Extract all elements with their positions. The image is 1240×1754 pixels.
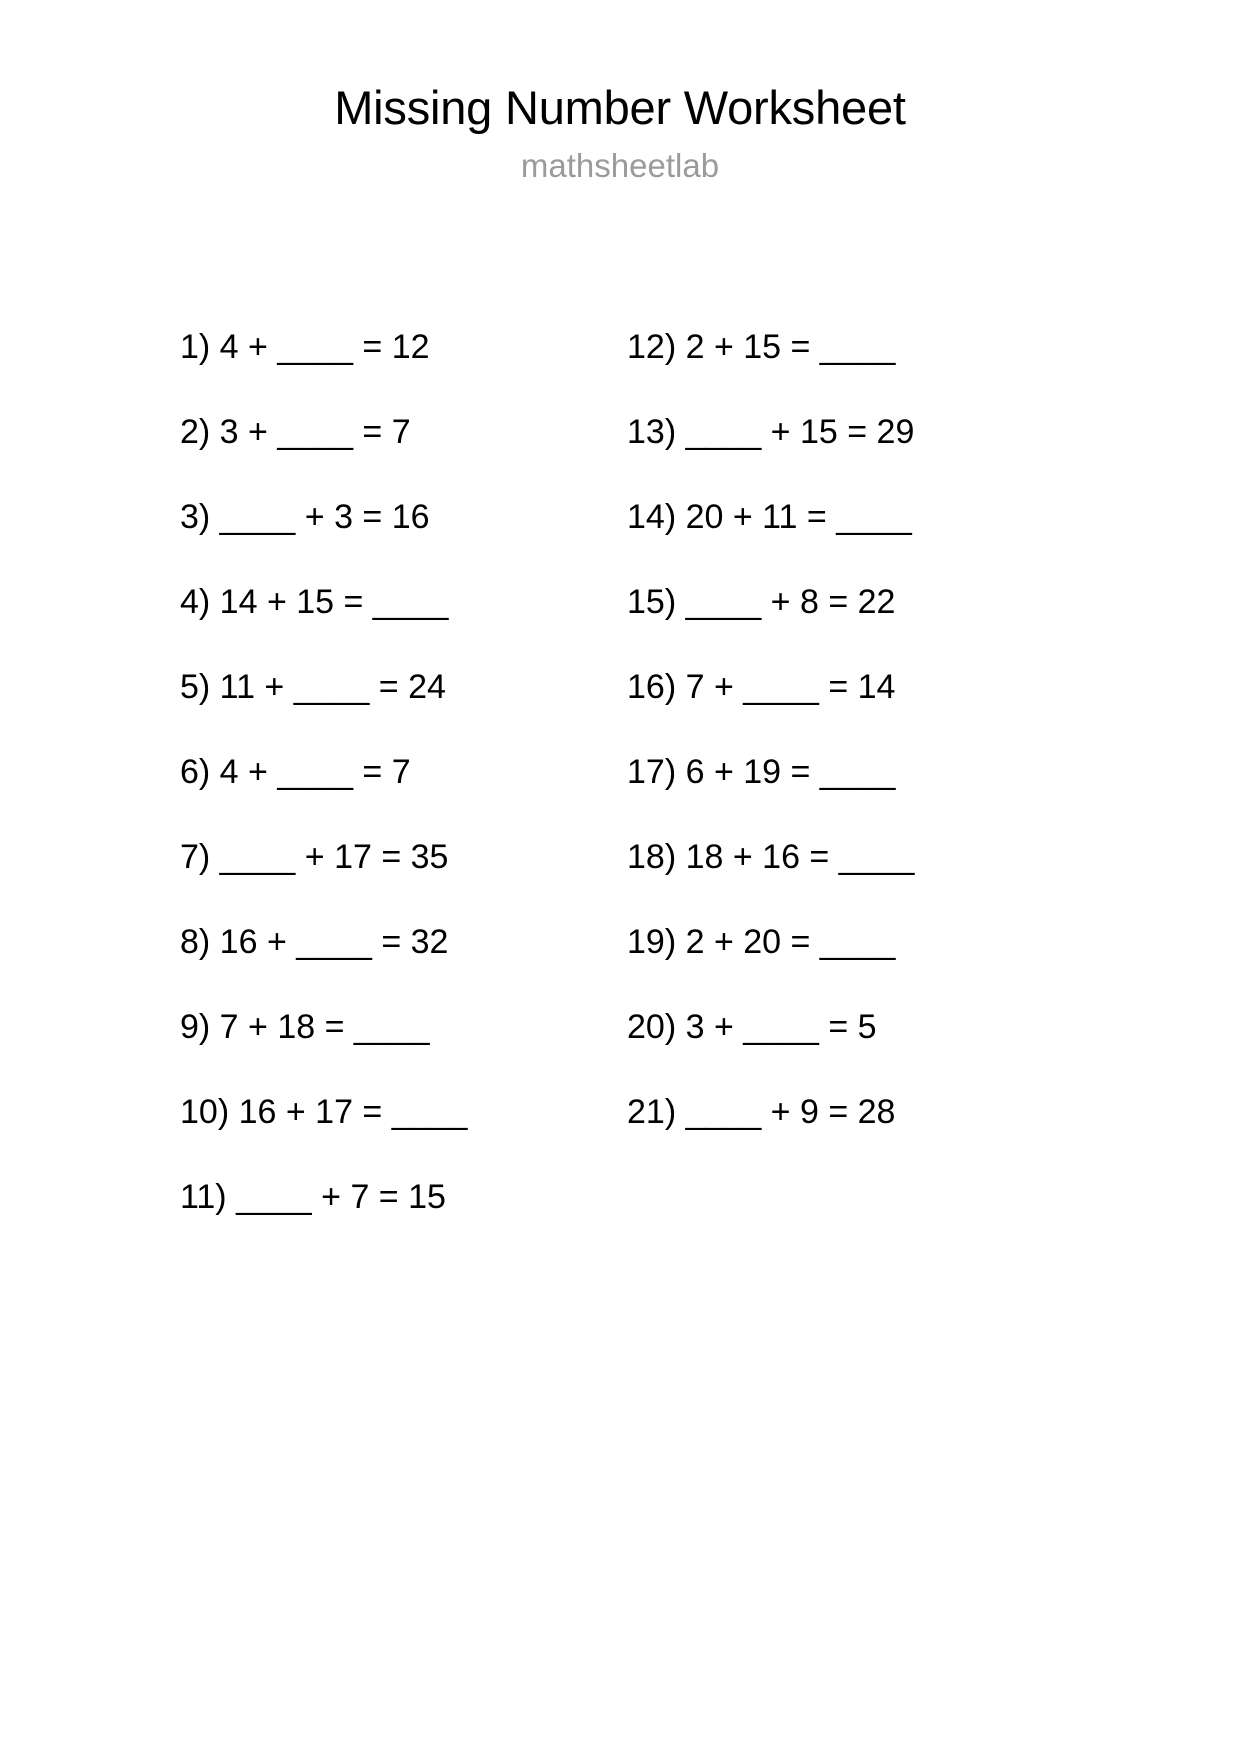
- problem-column-right: [627, 305, 1057, 1155]
- problem-item: 8) 16 + ____ = 32: [180, 923, 449, 961]
- problem-item: 9) 7 + 18 = ____: [180, 1008, 430, 1046]
- problem-item: 16) 7 + ____ = 14: [627, 668, 896, 706]
- problem-column-left: [180, 305, 600, 1240]
- problem-item: 21) ____ + 9 = 28: [627, 1093, 896, 1131]
- problem-item: 11) ____ + 7 = 15: [180, 1178, 446, 1216]
- problem-item: 17) 6 + 19 = ____: [627, 753, 896, 791]
- problem-item: 6) 4 + ____ = 7: [180, 753, 411, 791]
- problem-item: 12) 2 + 15 = ____: [627, 328, 896, 366]
- problem-item: 18) 18 + 16 = ____: [627, 838, 915, 876]
- problem-item: 7) ____ + 17 = 35: [180, 838, 449, 876]
- problem-item: 5) 11 + ____ = 24: [180, 668, 446, 706]
- problem-item: 4) 14 + 15 = ____: [180, 583, 449, 621]
- problem-item: 14) 20 + 11 = ____: [627, 498, 912, 536]
- problem-item: 13) ____ + 15 = 29: [627, 413, 915, 451]
- problem-item: 20) 3 + ____ = 5: [627, 1008, 877, 1046]
- problem-item: 19) 2 + 20 = ____: [627, 923, 896, 961]
- problem-item: 2) 3 + ____ = 7: [180, 413, 411, 451]
- problem-item: 3) ____ + 3 = 16: [180, 498, 430, 536]
- page-subtitle: mathsheetlab: [520, 147, 720, 184]
- problem-item: 10) 16 + 17 = ____: [180, 1093, 468, 1131]
- problem-list: [0, 305, 1240, 1265]
- problem-item: 1) 4 + ____ = 12: [180, 328, 430, 366]
- page-title: Missing Number Worksheet: [334, 81, 906, 134]
- problem-item: 15) ____ + 8 = 22: [627, 583, 896, 621]
- worksheet-header: [0, 81, 1240, 184]
